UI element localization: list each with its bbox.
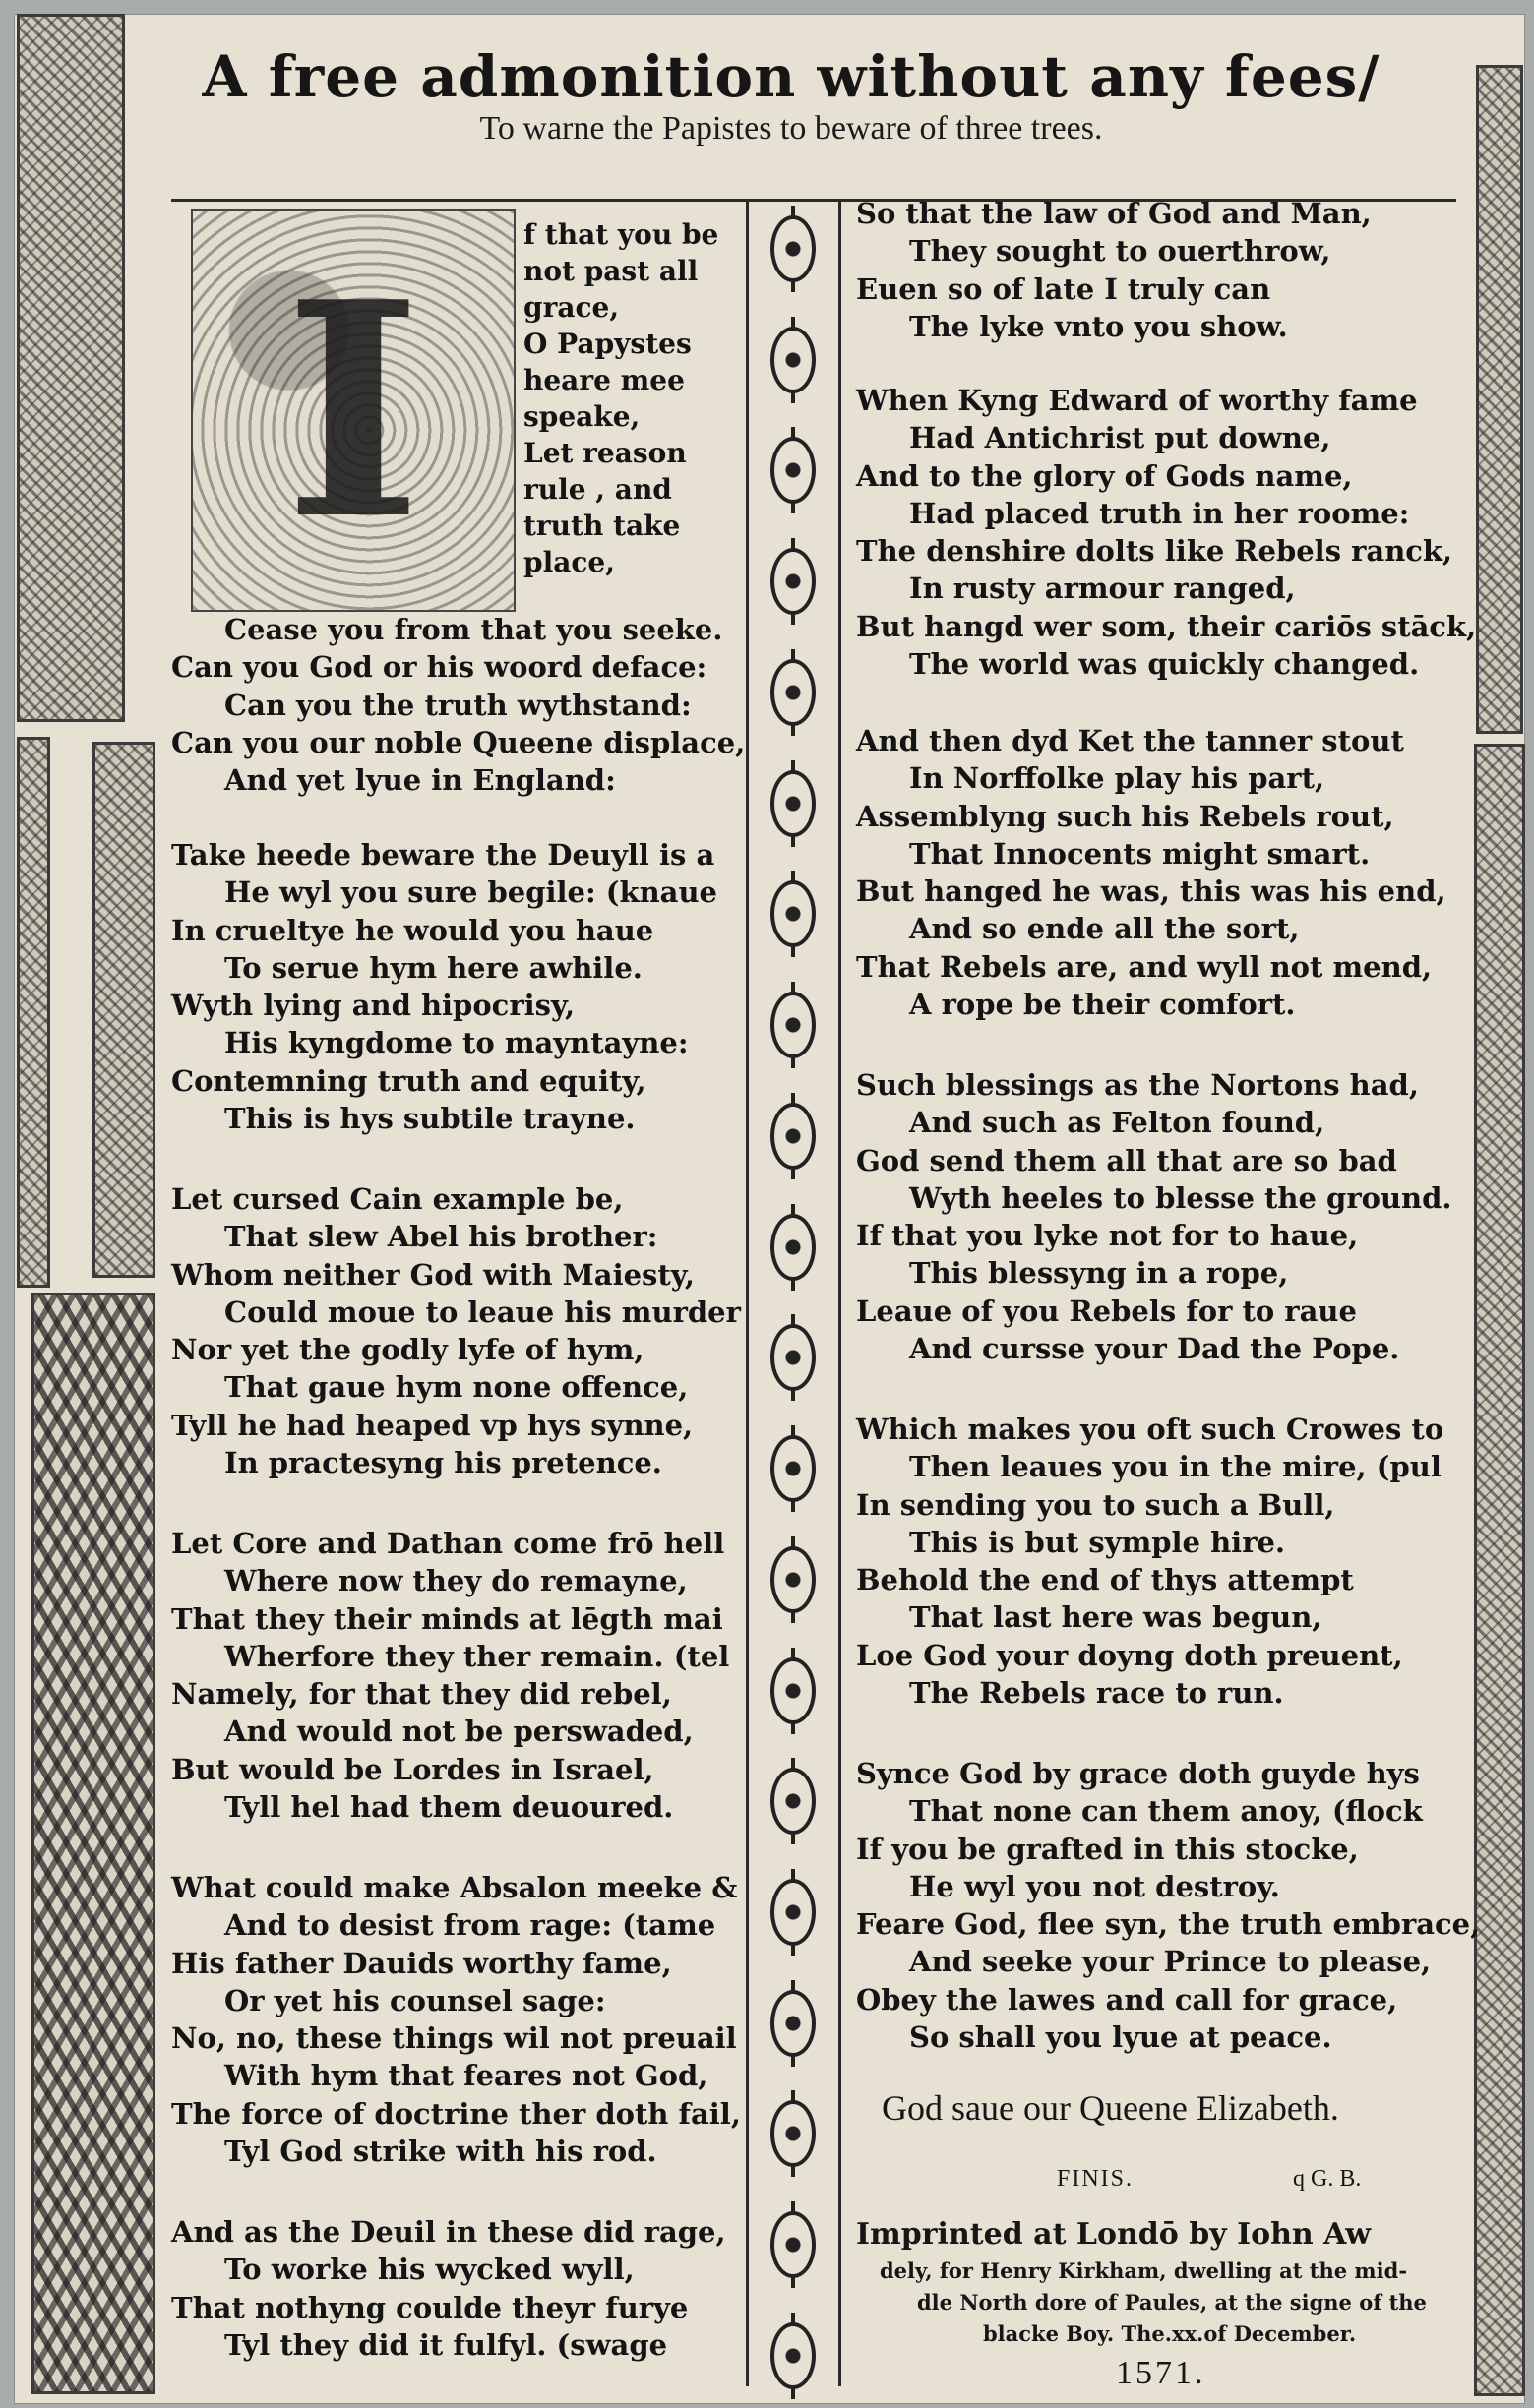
verse-line: O Papystes (523, 328, 692, 360)
left-stanza-4 (171, 1525, 729, 1826)
verse-line: And then dyd Ket the tanner stout (856, 724, 1404, 757)
verse-line: So shall you lyue at peace. (909, 2020, 1332, 2055)
verse-line: No, no, these things wil not preuail (171, 2021, 737, 2056)
imprint-line: dely, for Henry Kirkham, dwelling at the mid- (880, 2258, 1408, 2283)
verse-line: rule , and (523, 473, 672, 506)
fleuron-ornament (770, 1214, 816, 1281)
verse-line: heare mee (523, 364, 685, 396)
fleuron-ornament (770, 1657, 816, 1724)
right-border-upper (1476, 65, 1523, 734)
verse-line: That Innocents might smart. (909, 836, 1371, 871)
verse-line: Can you our noble Queene displace, (171, 725, 746, 759)
verse-line: And would not be perswaded, (224, 1715, 694, 1749)
verse-line: Tyll hel had them deuoured. (224, 1790, 674, 1825)
verse-line: If that you lyke not for to haue, (856, 1219, 1359, 1253)
verse-line: That nothyng coulde theyr furye (171, 2290, 689, 2324)
fleuron-ornament (770, 1324, 816, 1391)
verse-line: When Kyng Edward of worthy fame (856, 384, 1418, 417)
verse-line: And cursse your Dad the Pope. (909, 1332, 1400, 1366)
verse-line: In sending you to such a Bull, (856, 1487, 1335, 1522)
verse-line: That none can them anoy, (flock (909, 1794, 1423, 1829)
verse-line: And so ende all the sort, (909, 912, 1300, 946)
right-border-lower (1474, 744, 1525, 2396)
left-initial-stanza (523, 216, 718, 580)
verse-line: And to desist from rage: (tame (224, 1908, 716, 1943)
fleuron-ornament-column (762, 215, 825, 2389)
verse-line: Such blessings as the Nortons had, (856, 1068, 1419, 1102)
verse-line: Let cursed Cain example be, (171, 1182, 624, 1216)
verse-line: Feare God, flee syn, the truth embrace, (856, 1907, 1481, 1942)
verse-line: Had Antichrist put downe, (909, 421, 1331, 455)
right-stanza-1 (856, 195, 1372, 345)
verse-line: That gaue hym none offence, (224, 1370, 689, 1405)
fleuron-ornament (770, 770, 816, 837)
verse-line: Wherfore they ther remain. (tel (224, 1639, 730, 1673)
imprint-line: blacke Boy. The.xx.of December. (983, 2321, 1357, 2346)
left-border-floral-inner (92, 742, 155, 1278)
fleuron-ornament (770, 1879, 816, 1946)
verse-line: That last here was begun, (909, 1600, 1322, 1635)
verse-line: He wyl you sure begile: (knaue (224, 875, 718, 910)
verse-line: If you be grafted in this stocke, (856, 1832, 1359, 1866)
verse-line: But hangd wer som, their cariōs stāck, (856, 609, 1477, 643)
right-stanza-5 (856, 1411, 1443, 1712)
verse-line: But hanged he was, this was his end, (856, 874, 1446, 909)
initial-letter: I (283, 236, 423, 584)
left-border-knotwork (31, 1293, 155, 2394)
verse-line: Namely, for that they did rebel, (171, 1677, 672, 1712)
verse-line: God send them all that are so bad (856, 1143, 1397, 1177)
imprint-line: dle North dore of Paules, at the signe of the (917, 2290, 1427, 2315)
verse-line: And yet lyue in England: (224, 763, 616, 798)
verse-line: Leaue of you Rebels for to raue (856, 1294, 1357, 1328)
verse-line: This is hys subtile trayne. (224, 1102, 636, 1136)
verse-line: Behold the end of thys attempt (856, 1563, 1354, 1597)
verse-line: Tyl God strike with his rod. (224, 2135, 657, 2169)
fleuron-ornament (770, 327, 816, 393)
verse-line: But would be Lordes in Israel, (171, 1752, 654, 1786)
verse-line: truth take (523, 510, 681, 542)
left-stanza-5 (171, 1869, 741, 2170)
verse-line: Let Core and Dathan come frō hell (171, 1527, 725, 1560)
verse-line: And as the Deuil in these did rage, (171, 2215, 726, 2249)
verse-line: Wyth heeles to blesse the ground. (909, 1180, 1452, 1215)
closing-prayer: God saue our Queene Elizabeth. (882, 2088, 1339, 2128)
verse-line: A rope be their comfort. (909, 988, 1296, 1022)
fleuron-ornament (770, 2322, 816, 2389)
verse-line: Take heede beware the Deuyll is a (171, 838, 715, 872)
column-rule-right (838, 201, 841, 2386)
verse-line: So that the law of God and Man, (856, 197, 1372, 230)
verse-line: f that you be (523, 218, 719, 251)
decorated-initial (191, 209, 516, 612)
left-stanza-2 (171, 836, 717, 1137)
right-stanza-3 (856, 722, 1446, 1023)
verse-line: Loe God your doyng doth preuent, (856, 1638, 1403, 1672)
right-stanza-4 (856, 1066, 1451, 1367)
fleuron-ornament (770, 659, 816, 726)
verse-line: That Rebels are, and wyll not mend, (856, 949, 1433, 984)
verse-line: That slew Abel his brother: (224, 1220, 658, 1254)
verse-line: The force of doctrine ther doth fail, (171, 2096, 741, 2131)
left-stanza-6 (171, 2213, 726, 2364)
verse-line: In practesyng his pretence. (224, 1446, 662, 1480)
verse-line: Had placed truth in her roome: (909, 496, 1410, 530)
verse-line: Cease you from that you seeke. (224, 613, 723, 646)
verse-line: Whom neither God with Maiesty, (171, 1257, 695, 1292)
broadside-title: A free admonition without any fees/ (202, 43, 1381, 110)
verse-line: Tyll he had heaped vp hys synne, (171, 1408, 694, 1442)
verse-line: In crueltye he would you haue (171, 913, 654, 947)
verse-line: Let reason (523, 437, 687, 469)
verse-line: This is but symple hire. (909, 1525, 1286, 1559)
verse-line: The lyke vnto you show. (909, 309, 1288, 343)
fleuron-ornament (770, 1546, 816, 1613)
fleuron-ornament (770, 1103, 816, 1170)
fleuron-ornament (770, 880, 816, 947)
verse-line: With hym that feares not God, (224, 2059, 708, 2093)
right-stanza-6 (856, 1755, 1480, 2056)
fleuron-ornament (770, 992, 816, 1058)
verse-line: That they their minds at lēgth mai (171, 1601, 723, 1636)
fleuron-ornament (770, 215, 816, 282)
verse-line: And such as Felton found, (909, 1106, 1325, 1140)
left-stanza-3 (171, 1180, 741, 1481)
verse-line: Euen so of late I truly can (856, 271, 1271, 306)
verse-line: Wyth lying and hipocrisy, (171, 989, 576, 1023)
verse-line: Can you the truth wythstand: (224, 688, 692, 722)
broadside-sheet (14, 14, 1525, 2404)
left-border-floral-upper (17, 14, 125, 722)
verse-line: To worke his wycked wyll, (224, 2253, 635, 2287)
verse-line: They sought to ouerthrow, (909, 234, 1331, 269)
verse-line: The Rebels race to run. (909, 1676, 1284, 1711)
finis-mark: FINIS. (1057, 2166, 1135, 2192)
verse-line: Synce God by grace doth guyde hys (856, 1757, 1420, 1790)
left-stanza-1 (171, 611, 745, 799)
verse-line: This blessyng in a rope, (909, 1256, 1289, 1291)
verse-line: And seeke your Prince to please, (909, 1945, 1432, 1979)
fleuron-ornament (770, 548, 816, 615)
verse-line: The world was quickly changed. (909, 647, 1420, 682)
verse-line: His kyngdome to mayntayne: (224, 1026, 689, 1060)
verse-line: What could make Absalon meeke & (171, 1871, 738, 1904)
verse-line: Then leaues you in the mire, (pul (909, 1450, 1442, 1484)
verse-line: Nor yet the godly lyfe of hym, (171, 1333, 644, 1367)
fleuron-ornament (770, 1768, 816, 1835)
verse-line: In Norffolke play his part, (909, 761, 1325, 796)
verse-line: His father Dauids worthy fame, (171, 1946, 672, 1980)
verse-line: And to the glory of Gods name, (856, 458, 1353, 493)
verse-line: grace, (523, 291, 620, 324)
broadside-subtitle: To warne the Papistes to beware of three trees. (479, 110, 1103, 147)
imprint-year: 1571. (1116, 2355, 1206, 2391)
verse-line: not past all (523, 255, 699, 287)
verse-line: Tyl they did it fulfyl. (swage (224, 2327, 668, 2362)
verse-line: To serue hym here awhile. (224, 950, 643, 985)
verse-line: The denshire dolts like Rebels ranck, (856, 534, 1453, 569)
imprint-line: Imprinted at Londō by Iohn Aw (856, 2217, 1372, 2252)
verse-line: In rusty armour ranged, (909, 572, 1296, 606)
fleuron-ornament (770, 1435, 816, 1502)
verse-line: Contemning truth and equity, (171, 1063, 646, 1098)
verse-line: Or yet his counsel sage: (224, 1983, 606, 2017)
verse-line: Which makes you oft such Crowes to (856, 1413, 1444, 1446)
fleuron-ornament (770, 2211, 816, 2278)
author-initials: q G. B. (1293, 2166, 1362, 2192)
verse-line: Where now they do remayne, (224, 1564, 688, 1598)
verse-line: Obey the lawes and call for grace, (856, 1982, 1398, 2017)
verse-line: Can you God or his woord deface: (171, 650, 707, 685)
verse-line: place, (523, 546, 615, 578)
verse-line: Assemblyng such his Rebels rout, (856, 799, 1394, 833)
fleuron-ornament (770, 2100, 816, 2167)
right-stanza-2 (856, 382, 1476, 683)
fleuron-ornament (770, 437, 816, 504)
verse-line: Could moue to leaue his murder (224, 1294, 741, 1329)
verse-line: He wyl you not destroy. (909, 1869, 1280, 1903)
fleuron-ornament (770, 1990, 816, 2057)
left-border-floral-middle (17, 737, 50, 1288)
verse-line: speake, (523, 400, 641, 433)
column-rule-left (746, 201, 749, 2386)
